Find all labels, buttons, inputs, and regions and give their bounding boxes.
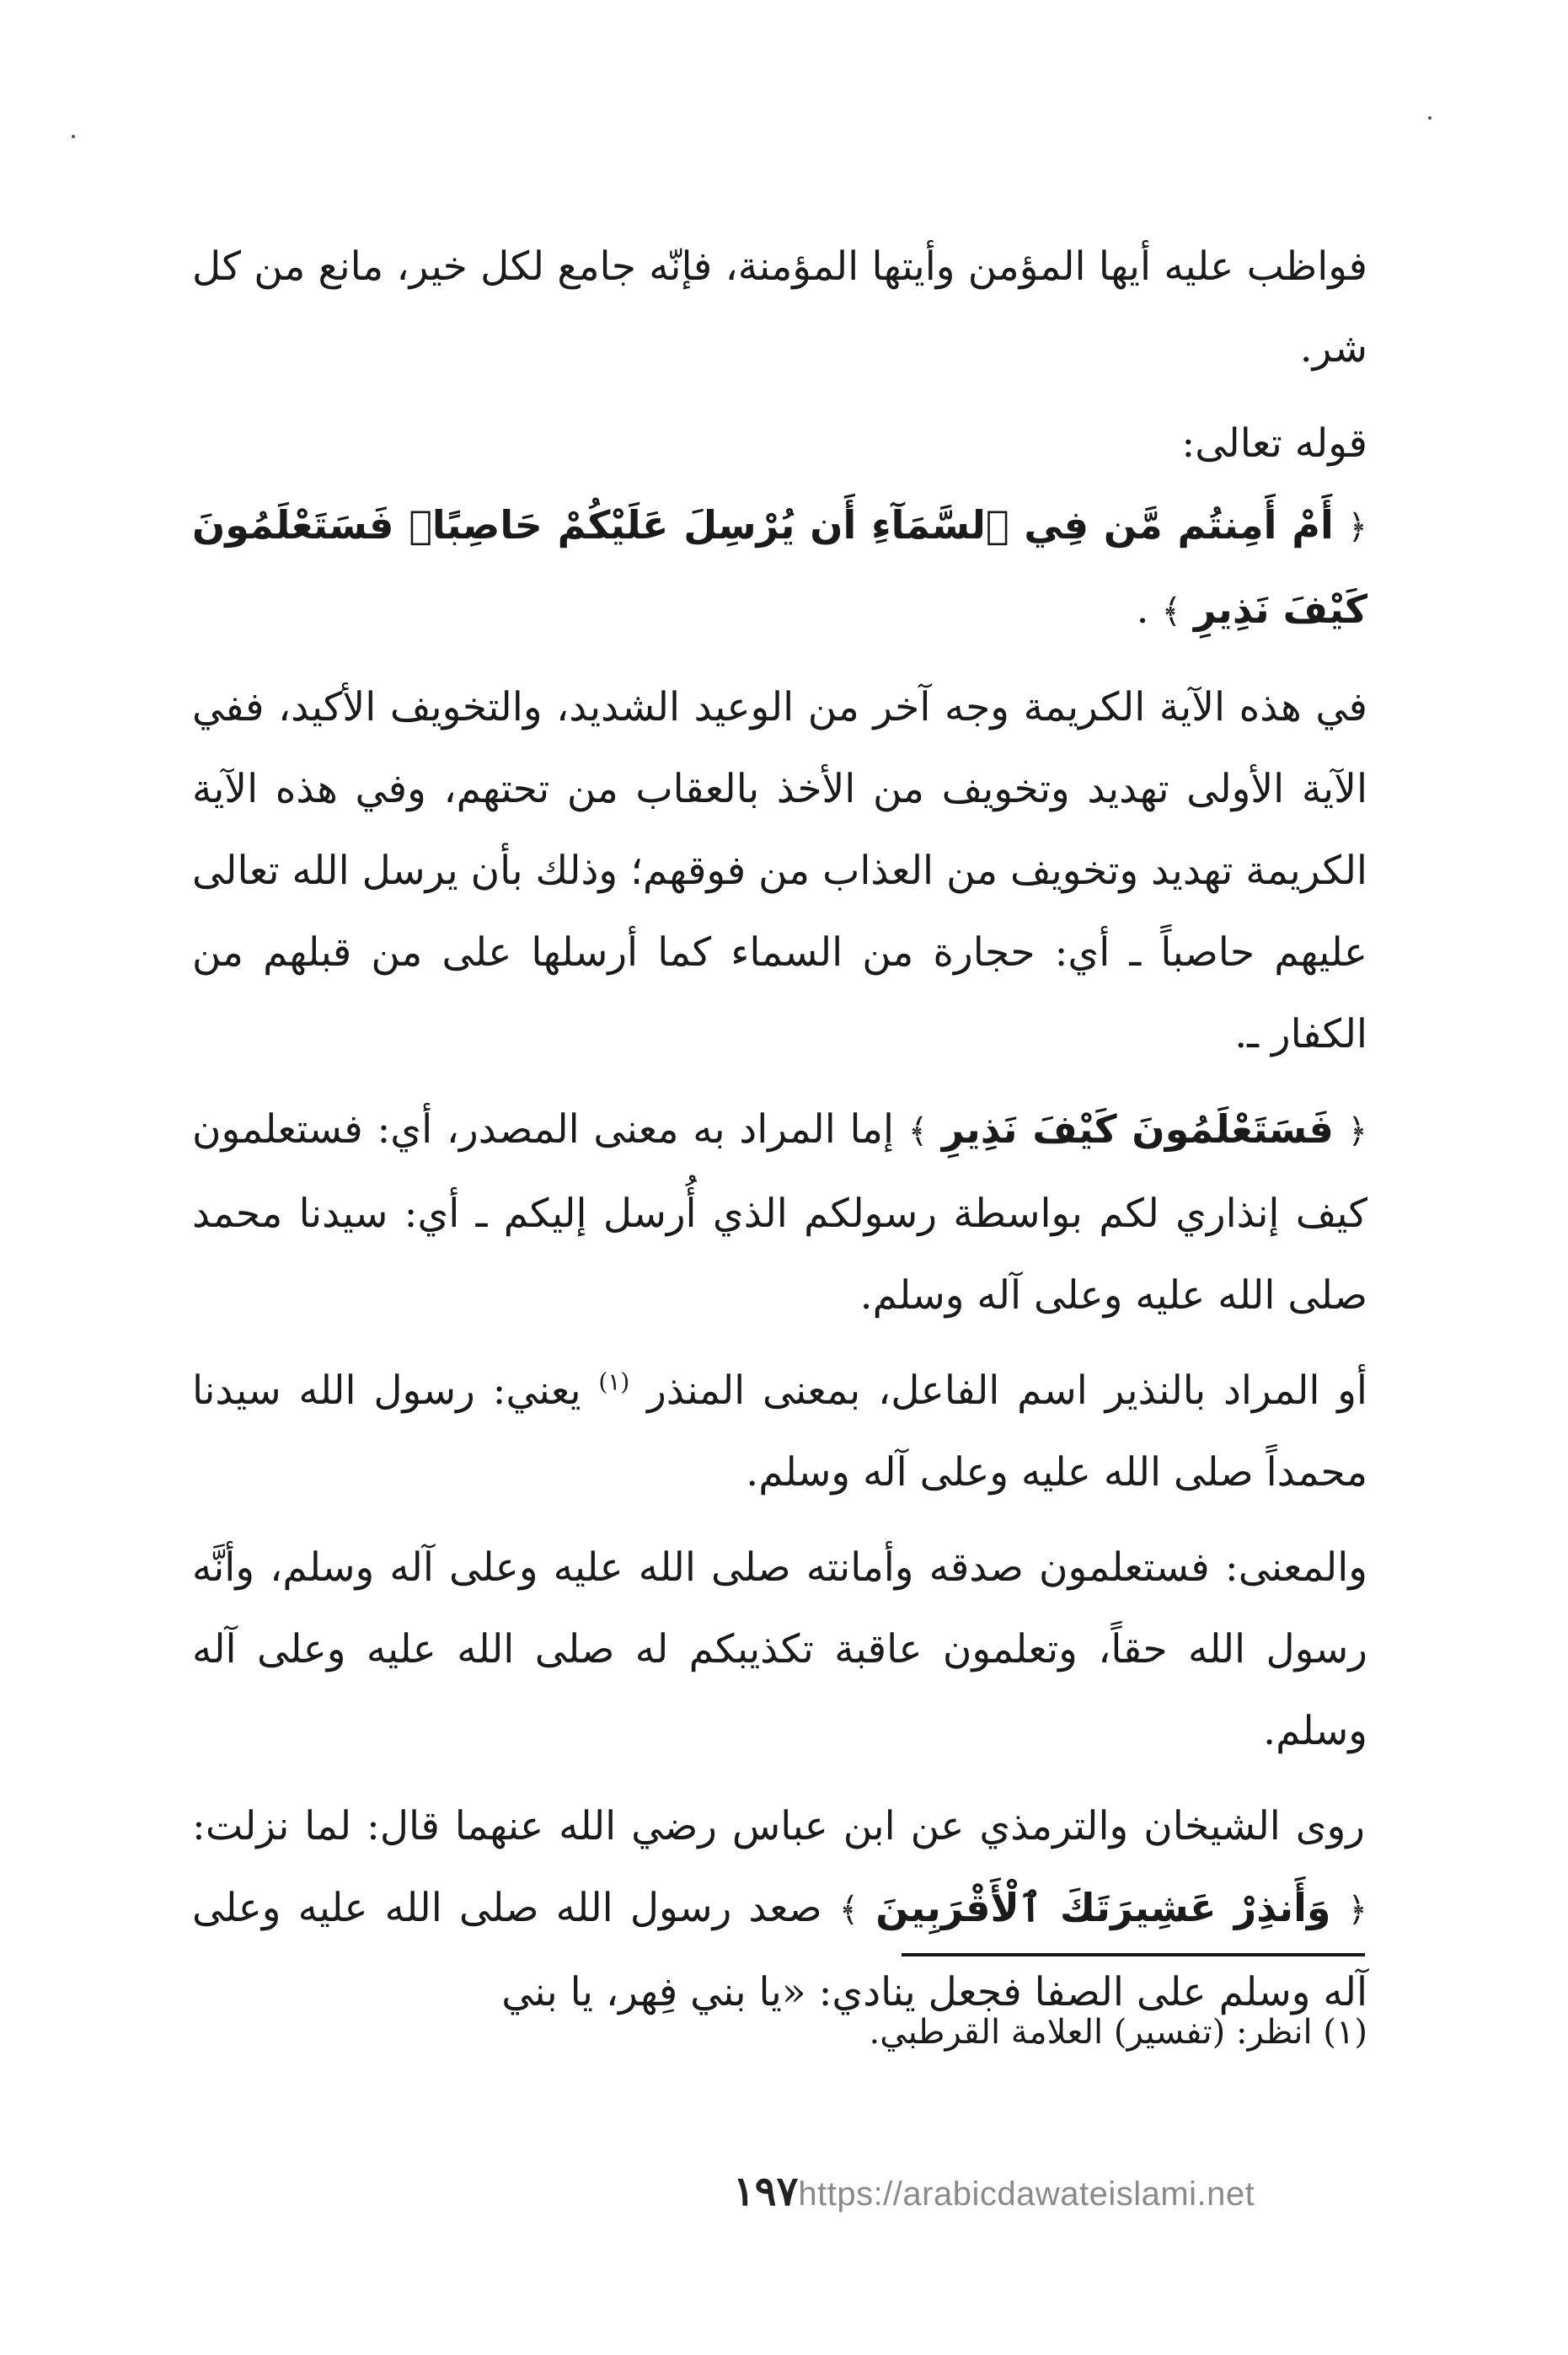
quran-verse: وَأَنذِرْ عَشِيرَتَكَ ٱلْأَقْرَبِينَ — [875, 1885, 1331, 1930]
paragraph — [192, 1785, 1367, 2033]
paragraph-text: روى الشيخان والترمذي عن ابن عباس رضي الله عنهما قال: لما نزلت: — [192, 1803, 1365, 1849]
quran-close-bracket: ﴾ — [1161, 592, 1181, 631]
quran-verse: فَسَتَعْلَمُونَ كَيْفَ نَذِيرِ — [941, 1106, 1334, 1152]
footnote-text: انظر: (تفسير) العلامة القرطبي. — [869, 2013, 1313, 2052]
main-text — [192, 226, 1367, 2047]
page-footer — [733, 2168, 1323, 2219]
paragraph — [192, 1350, 1367, 1513]
footnote-separator — [902, 1953, 1365, 1956]
watermark-url: https://arabicdawateislami.net — [798, 2176, 1255, 2213]
paragraph-text: صعد رسول الله صلى الله عليه وعلى آله وسلم على الصفا فجعل ينادي: «يا بني فِهر، يا بني — [192, 1885, 1367, 2015]
verse-tail: . — [1136, 586, 1149, 633]
paragraph — [192, 226, 1367, 389]
quran-verse-line — [192, 484, 1367, 653]
paragraph-text: يعني: رسول الله سيدنا محمداً صلى الله عليه وعلى آله وسلم. — [192, 1368, 1367, 1496]
footnote-reference: (١) — [598, 1368, 630, 1396]
paragraph — [192, 666, 1367, 1075]
quran-close-bracket: ﴾ — [907, 1112, 928, 1151]
quran-verse: أَمْ أَمِنتُم مَّن فِي ٱلسَّمَآءِ أَن يُرْسِلَ عَلَيْكُمْ حَاصِبًاۖ فَسَتَعْلَمُونَ كَيْفَ نَذِيرِ — [192, 502, 1367, 632]
paragraph — [192, 1089, 1367, 1336]
paragraph-text: إما المراد به معنى المصدر، أي: فستعلمون كيف إنذاري لكم بواسطة رسولكم الذي أُرسل إليكم ـ أي: سيدنا محمد صلى الله عليه وعلى آله وسلم. — [192, 1106, 1367, 1319]
quran-open-bracket: ﴿ — [1347, 1891, 1367, 1929]
footnote — [192, 2007, 1367, 2058]
paragraph-text: أو المراد بالنذير اسم الفاعل، بمعنى المنذر — [647, 1368, 1367, 1414]
paragraph — [192, 1527, 1367, 1772]
verse-intro-text: قوله تعالى: — [1181, 420, 1367, 467]
quran-close-bracket: ﴾ — [838, 1891, 859, 1929]
quran-open-bracket: ﴿ — [1347, 1112, 1367, 1151]
page-number: ١٩٧ — [733, 2168, 799, 2215]
quran-open-bracket: ﴿ — [1347, 508, 1367, 547]
scan-speck — [1428, 116, 1432, 120]
paragraph-text: في هذه الآية الكريمة وجه آخر من الوعيد الشديد، والتخويف الأكيد، ففي الآية الأولى تهديد وتخويف من الأخذ بالعقاب من تحتهم، وفي هذه الآية الكريمة تهديد وتخويف من العذاب من فوقهم؛ وذلك بأن يرسل الله تعالى عليهم حاصباً ـ أي: حجارة من السماء كما أرسلها على من قبلهم من الكفار ـ. — [192, 684, 1367, 1057]
paragraph-text: فواظب عليه أيها المؤمن وأيتها المؤمنة، فإنّه جامع لكل خير، مانع من كل شر. — [192, 244, 1367, 372]
footnote-number: (١) — [1323, 2013, 1367, 2052]
verse-intro — [192, 403, 1367, 484]
paragraph-text: والمعنى: فستعلمون صدقه وأمانته صلى الله عليه وعلى آله وسلم، وأنَّه رسول الله حقاً، وتعلمون عاقبة تكذيبكم له صلى الله عليه وعلى آله وسلم. — [192, 1544, 1367, 1754]
scan-speck — [72, 135, 75, 138]
